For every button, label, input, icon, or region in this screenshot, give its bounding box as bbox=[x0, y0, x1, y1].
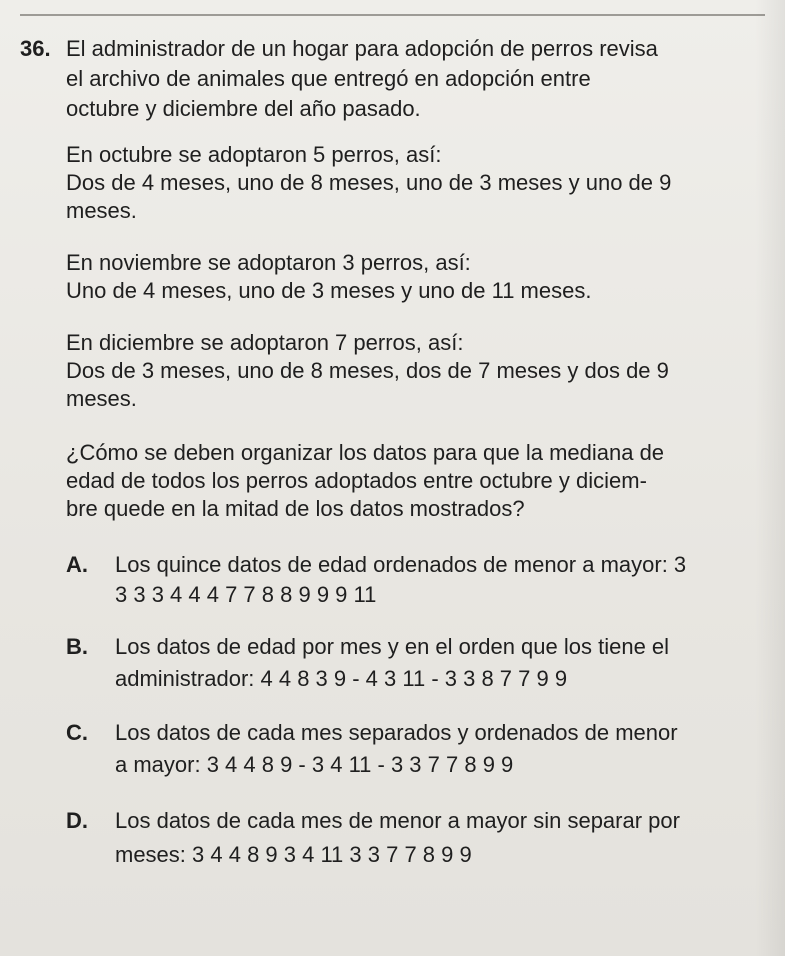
page-shadow bbox=[755, 0, 785, 956]
option-letter: A. bbox=[66, 552, 88, 577]
option-text: a mayor: 3 4 4 8 9 - 3 4 11 - 3 3 7 7 8 9 9 bbox=[115, 752, 514, 777]
question-prompt: ¿Cómo se deben organizar los datos para que la mediana de bbox=[66, 440, 665, 465]
question-prompt: edad de todos los perros adoptados entre octubre y diciem- bbox=[66, 468, 647, 493]
option-text: Los datos de edad por mes y en el orden que los tiene el bbox=[115, 634, 670, 659]
option-text: 3 3 3 4 4 4 7 7 8 8 9 9 9 11 bbox=[115, 582, 377, 607]
stem-line: octubre y diciembre del año pasado. bbox=[66, 96, 421, 121]
option-text: meses: 3 4 4 8 9 3 4 11 3 3 7 7 8 9 9 bbox=[115, 842, 472, 867]
question-number: 36. bbox=[20, 36, 51, 61]
october-heading: En octubre se adoptaron 5 perros, así: bbox=[66, 142, 442, 167]
october-detail: Dos de 4 meses, uno de 8 meses, uno de 3 meses y uno de 9 bbox=[66, 170, 672, 195]
divider bbox=[20, 14, 765, 16]
november-heading: En noviembre se adoptaron 3 perros, así: bbox=[66, 250, 471, 275]
option-text: Los quince datos de edad ordenados de menor a mayor: 3 bbox=[115, 552, 687, 577]
option-letter: C. bbox=[66, 720, 88, 745]
stem-line: el archivo de animales que entregó en adopción entre bbox=[66, 66, 591, 91]
november-detail: Uno de 4 meses, uno de 3 meses y uno de 11 meses. bbox=[66, 278, 592, 303]
question-prompt: bre quede en la mitad de los datos mostrados? bbox=[66, 496, 525, 521]
option-text: Los datos de cada mes de menor a mayor sin separar por bbox=[115, 808, 680, 833]
option-letter: D. bbox=[66, 808, 88, 833]
october-detail: meses. bbox=[66, 198, 137, 223]
december-detail: Dos de 3 meses, uno de 8 meses, dos de 7 meses y dos de 9 bbox=[66, 358, 669, 383]
option-letter: B. bbox=[66, 634, 88, 659]
option-text: administrador: 4 4 8 3 9 - 4 3 11 - 3 3 8 7 7 9 9 bbox=[115, 666, 568, 691]
december-heading: En diciembre se adoptaron 7 perros, así: bbox=[66, 330, 464, 355]
option-text: Los datos de cada mes separados y ordenados de menor bbox=[115, 720, 678, 745]
stem-line: El administrador de un hogar para adopción de perros revisa bbox=[66, 36, 658, 61]
december-detail: meses. bbox=[66, 386, 137, 411]
